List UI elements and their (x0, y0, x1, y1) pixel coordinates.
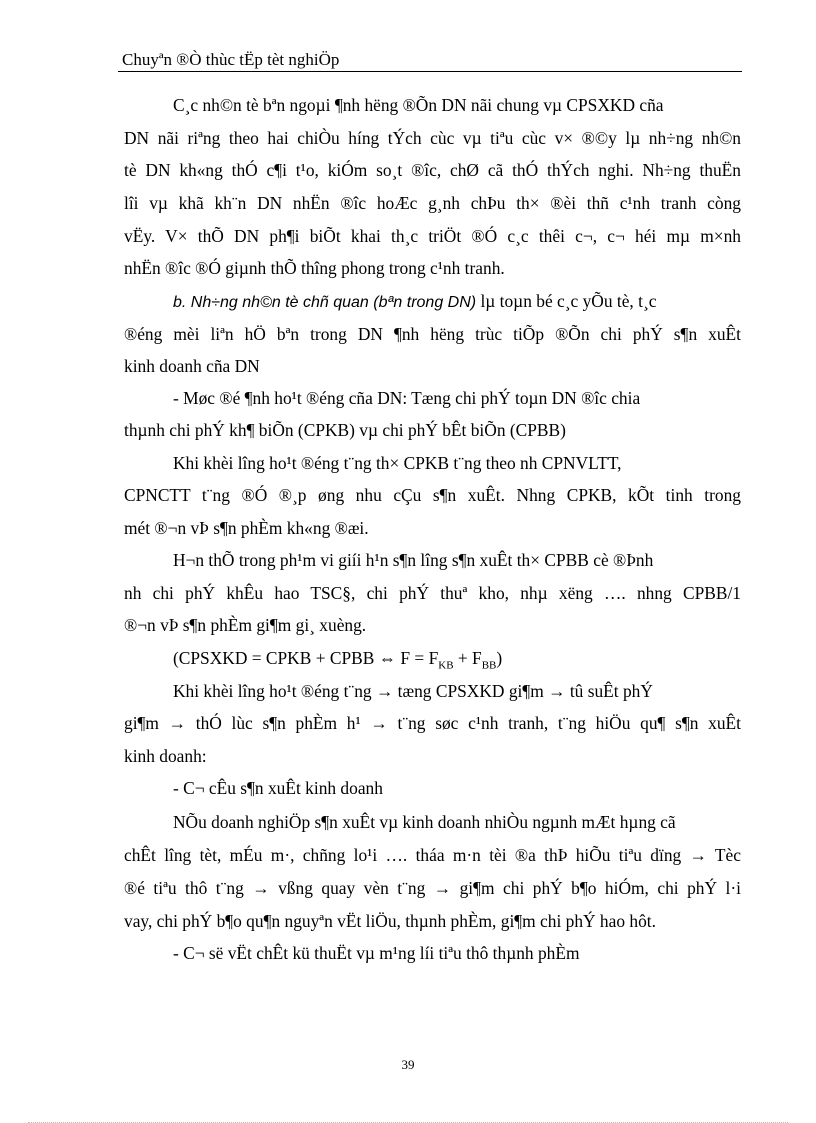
paragraph-line: kinh doanh cña DN (124, 356, 260, 376)
paragraph-line: ®é tiªu thô t¨ng → vßng quay vèn t¨ng → gi¶m chi phÝ b¶o hiÓm, chi phÝ l·i (124, 878, 741, 898)
paragraph-line: - C¬ së vËt chÊt kü thuËt vµ m¹ng líi tiªu thô thµnh phÈm (173, 943, 580, 963)
subheading-continuation: lµ toµn bé c¸c yÕu tè, t¸c (476, 291, 657, 311)
paragraph-line: kinh doanh: (124, 746, 207, 766)
paragraph-line: C¸c nh©n tè bªn ngoµi ¶nh hëng ®Õn DN nãi chung vµ CPSXKD cña (173, 95, 664, 115)
paragraph-line: DN nãi riªng theo hai chiÒu híng tÝch cùc vµ tiªu cùc v× ®©y lµ nh÷ng nh©n (124, 128, 741, 148)
paragraph-line: chÊt lîng tèt, mÉu m·, chñng lo¹i …. tháa m·n tèi ®a thÞ hiÕu tiªu dïng → Tèc (124, 845, 741, 865)
formula-text: (CPSXKD = CPKB + CPBB ⇔ F = F (173, 648, 439, 668)
paragraph-line: vËy. V× thÕ DN ph¶i biÕt khai th¸c triÖt ®Ó c¸c thêi c¬, c¬ héi mµ m×nh (124, 226, 741, 246)
paragraph-line: NÕu doanh nghiÖp s¶n xuÊt vµ kinh doanh nhiÒu ngµnh mÆt hµng cã (173, 812, 676, 832)
formula-subscript: KB (438, 659, 454, 672)
paragraph-line: ®éng mèi liªn hÖ bªn trong DN ¶nh hëng trùc tiÕp ®Õn chi phÝ s¶n xuÊt (124, 324, 741, 344)
formula-text: + F (453, 648, 482, 668)
paragraph-line: Khi khèi lîng ho¹t ®éng t¨ng th× CPKB t¨ng theo nh CPNVLTT, (173, 453, 622, 473)
paragraph-line: nh chi phÝ khÊu hao TSC§, chi phÝ thuª kho, nhµ xëng …. nhng CPBB/1 (124, 583, 741, 603)
paragraph-line: gi¶m → thÓ lùc s¶n phÈm h¹ → t¨ng søc c¹nh tranh, t¨ng hiÖu qu¶ s¶n xuÊt (124, 713, 741, 733)
paragraph-line: ®¬n vÞ s¶n phÈm gi¶m gi¸ xuèng. (124, 615, 367, 635)
subheading-line (173, 290, 656, 314)
paragraph-line: lîi vµ khã kh¨n DN nhËn ®îc hoÆc g¸nh chÞu th× ®èi thñ c¹nh tranh còng (124, 193, 741, 213)
paragraph-line: vay, chi phÝ b¶o qu¶n nguyªn vËt liÖu, thµnh phÈm, gi¶m chi phÝ hao hôt. (124, 911, 656, 931)
paragraph-line: mét ®¬n vÞ s¶n phÈm kh«ng ®æi. (124, 518, 369, 538)
paragraph-line: tè DN kh«ng thÓ c¶i t¹o, kiÓm so¸t ®îc, chØ cã thÓ thÝch nghi. Nh÷ng thuËn (124, 160, 741, 180)
paragraph-line: thµnh chi phÝ kh¶ biÕn (CPKB) vµ chi phÝ bÊt biÕn (CPBB) (124, 420, 566, 440)
paragraph-line: Khi khèi lîng ho¹t ®éng t¨ng → tæng CPSXKD gi¶m → tû suÊt phÝ (173, 681, 653, 701)
subheading-italic: b. Nh÷ng nh©n tè chñ quan (bªn trong DN) (173, 294, 477, 311)
page-header-title: Chuyªn ®Ò thùc tËp tèt nghiÖp (122, 50, 340, 69)
paragraph-line: CPNCTT t¨ng ®Ó ®¸p øng nhu cÇu s¶n xuÊt. Nhng CPKB, kÕt tinh trong (124, 485, 741, 505)
formula-subscript: BB (481, 659, 497, 672)
header-divider (118, 71, 742, 72)
paragraph-line: H¬n thÕ trong ph¹m vi giíi h¹n s¶n lîng s¶n xuÊt th× CPBB cè ®Þnh (173, 550, 654, 570)
paragraph-line: nhËn ®îc ®Ó giµnh thÕ thîng phong trong c¹nh tranh. (124, 258, 505, 278)
formula-text: ) (496, 648, 503, 668)
formula-line (173, 647, 502, 676)
paragraph-line: - Møc ®é ¶nh ho¹t ®éng cña DN: Tæng chi phÝ toµn DN ®îc chia (173, 388, 641, 408)
paragraph-line: - C¬ cÊu s¶n xuÊt kinh doanh (173, 778, 383, 798)
page-number: 39 (401, 1057, 415, 1072)
